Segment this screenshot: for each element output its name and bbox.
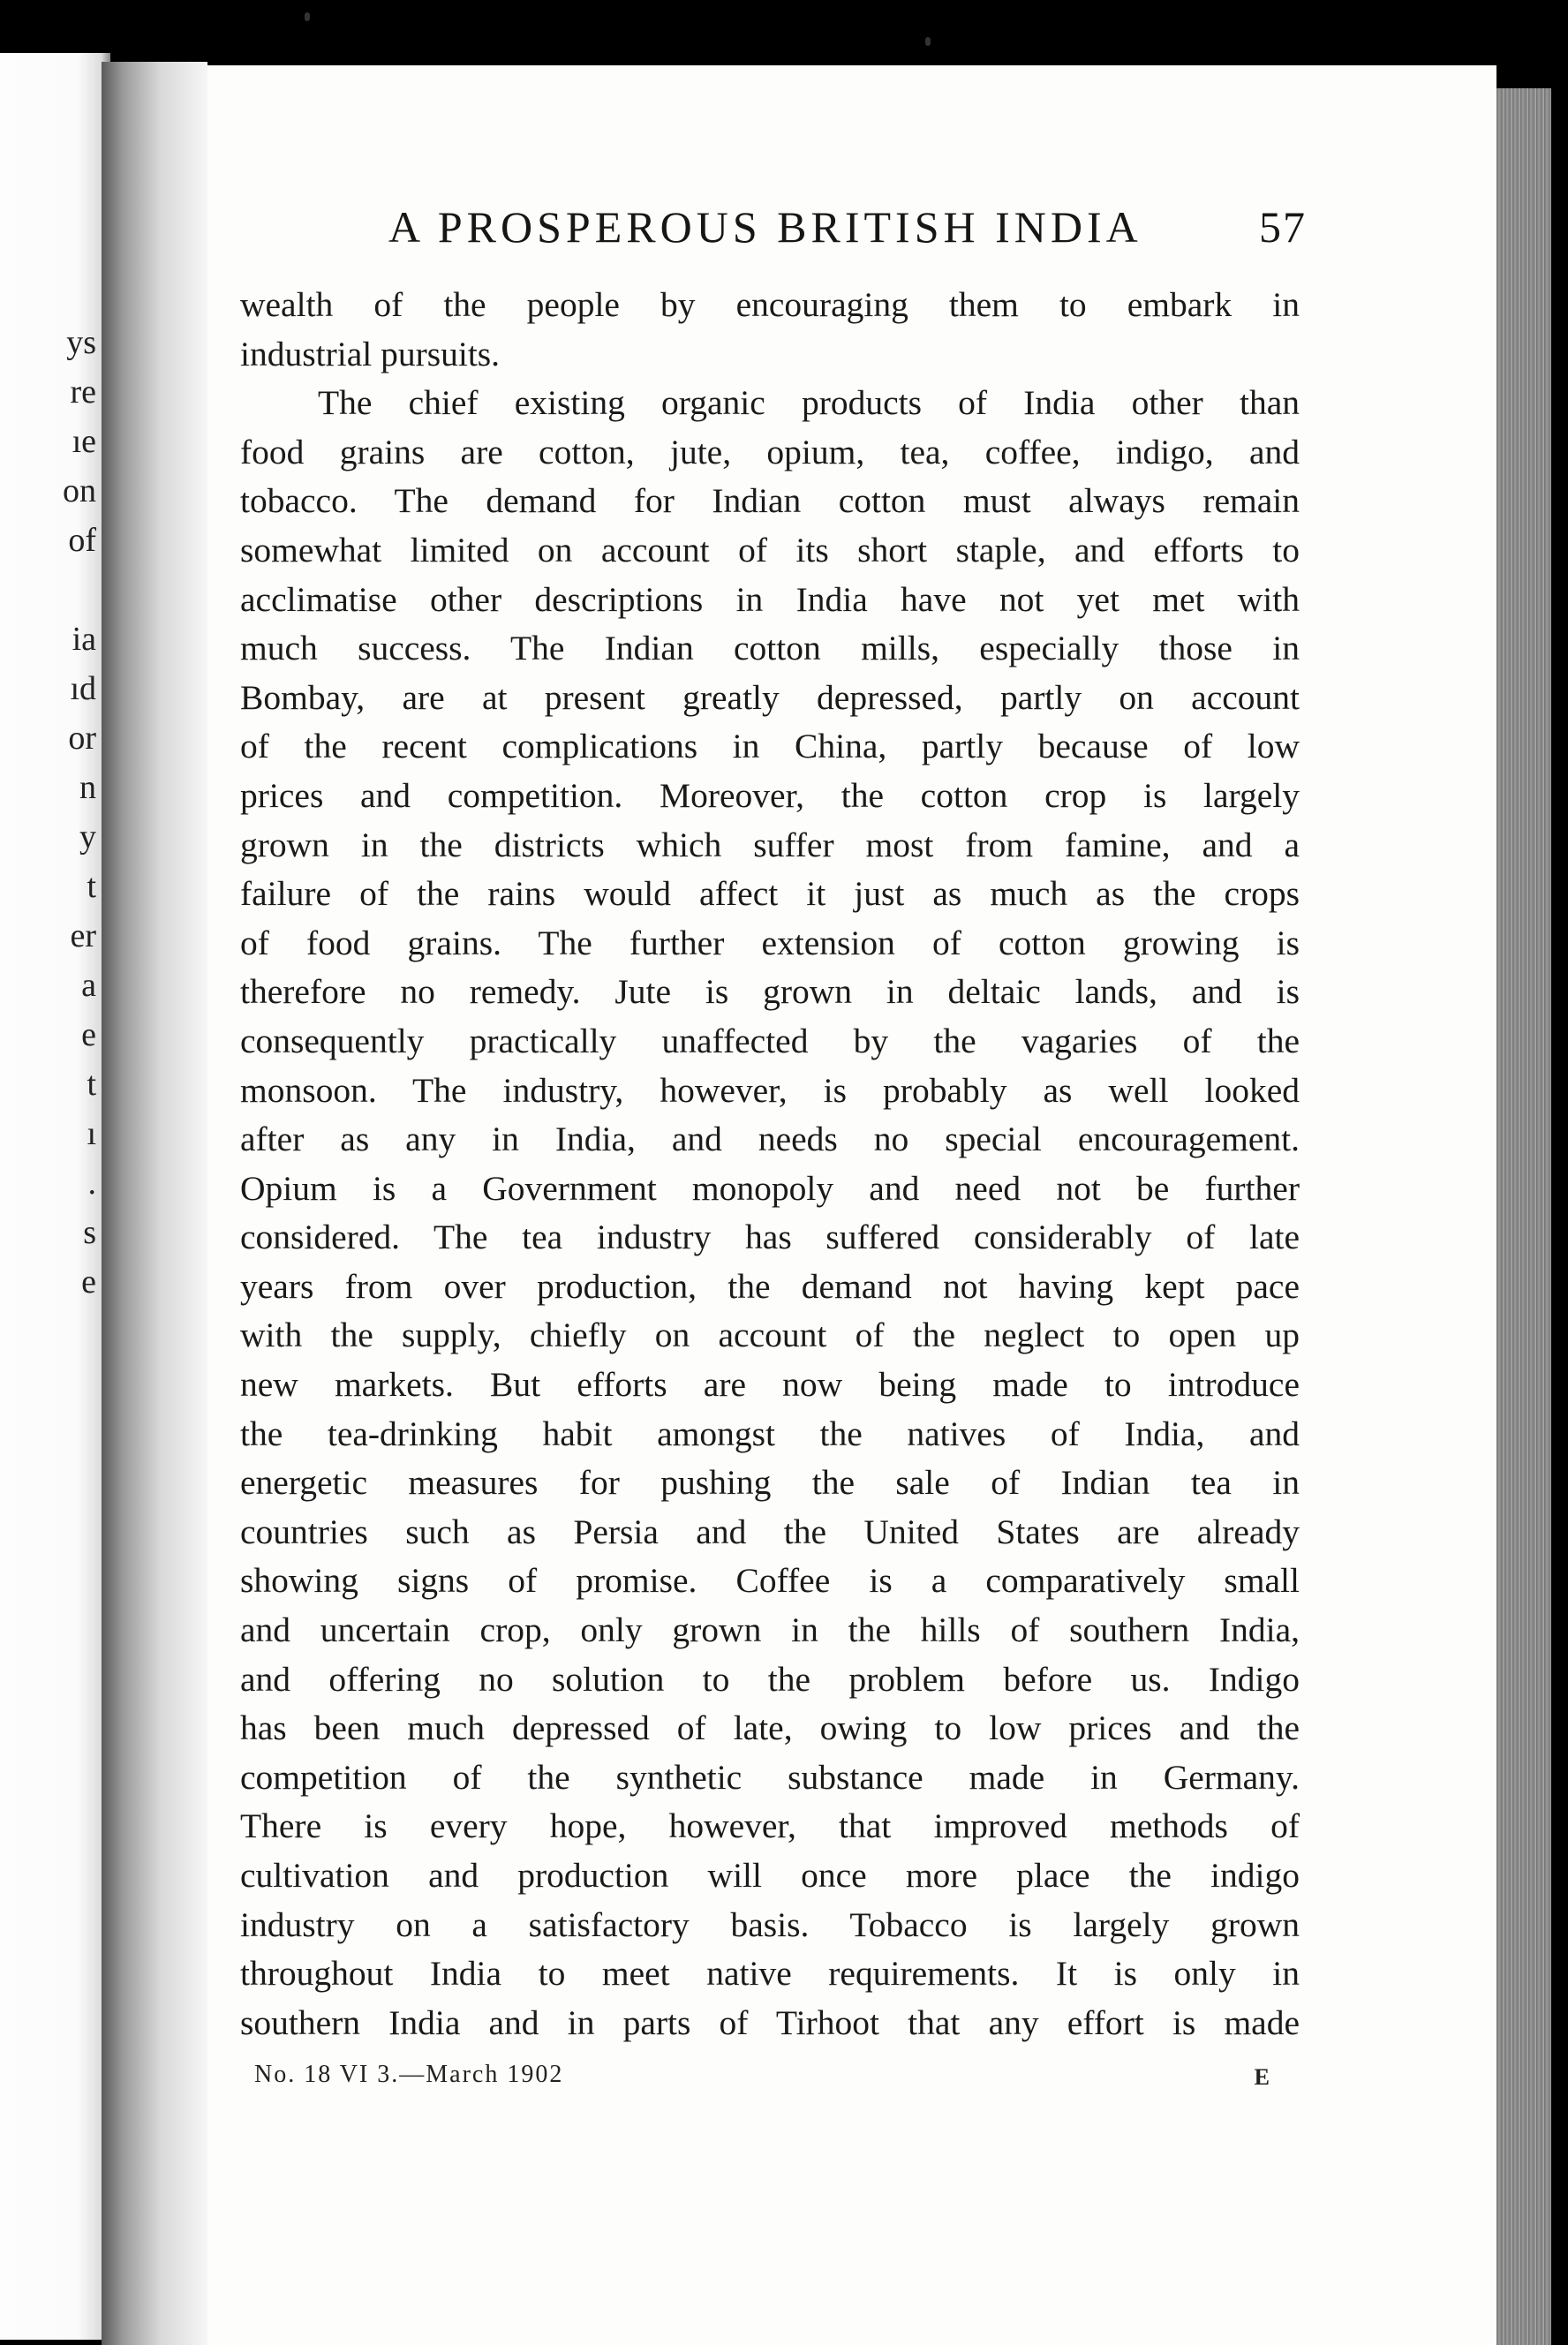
fragment: t	[87, 1066, 96, 1103]
text-line: failure of the rains would affect it just as much as the crops	[240, 874, 1300, 914]
previous-page-text-fragments	[63, 318, 96, 1307]
text-line: therefore no remedy. Jute is grown in deltaic lands, and is	[240, 972, 1300, 1012]
fragment: of	[68, 522, 96, 559]
fragment: a	[81, 967, 96, 1004]
text-line: There is every hope, however, that improved methods of	[240, 1806, 1300, 1846]
fragment: ıd	[70, 670, 96, 707]
text-line: competition of the synthetic substance made in Germany.	[240, 1757, 1300, 1797]
fragment: er	[70, 917, 96, 954]
text-line: southern India and in parts of Tirhoot that any effort is made	[240, 2002, 1300, 2042]
fragment	[63, 565, 96, 615]
page-gutter-shadow	[102, 62, 207, 2345]
fragment: .	[87, 1165, 96, 1202]
text-line: of the recent complications in China, partly because of low	[240, 727, 1300, 766]
text-line: and offering no solution to the problem before us. Indigo	[240, 1659, 1300, 1699]
text-line: showing signs of promise. Coffee is a comparatively small	[240, 1561, 1300, 1601]
text-line: and uncertain crop, only grown in the hills of southern India,	[240, 1610, 1300, 1650]
text-line: considered. The tea industry has suffered considerably of late	[240, 1218, 1300, 1257]
text-line: prices and competition. Moreover, the cotton crop is largely	[240, 775, 1300, 815]
dust-speck	[925, 37, 931, 46]
text-line: Opium is a Government monopoly and need not be further	[240, 1168, 1300, 1208]
text-line: energetic measures for pushing the sale of Indian tea in	[240, 1463, 1300, 1503]
signature-line: No. 18 VI 3.—March 1902	[254, 2061, 564, 2088]
book-page-edges	[1496, 88, 1551, 2345]
text-line: the tea-drinking habit amongst the natives of India, and	[240, 1414, 1300, 1453]
fragment: t	[87, 868, 96, 905]
text-line: grown in the districts which suffer most from famine, and a	[240, 825, 1300, 864]
page-number: 57	[1259, 202, 1307, 252]
running-header	[230, 201, 1324, 263]
text-line: much success. The Indian cotton mills, especially those in	[240, 629, 1300, 668]
text-line: food grains are cotton, jute, opium, tea, coffee, indigo, and	[240, 432, 1300, 471]
text-line: wealth of the people by encouraging them to embark in	[240, 285, 1300, 324]
fragment: ı	[87, 1115, 96, 1152]
text-line: cultivation and production will once more place the indigo	[240, 1856, 1300, 1895]
running-title: A PROSPEROUS BRITISH INDIA	[388, 202, 1142, 252]
text-line: after as any in India, and needs no special encouragement.	[240, 1120, 1300, 1159]
fragment: ia	[72, 621, 96, 658]
fragment: s	[83, 1214, 96, 1251]
text-line: tobacco. The demand for Indian cotton must always remain	[240, 481, 1300, 521]
text-line: industry on a satisfactory basis. Tobacco is largely grown	[240, 1904, 1300, 1944]
text-line: with the supply, chiefly on account of the neglect to open up	[240, 1316, 1300, 1355]
previous-page-edge	[0, 53, 110, 2340]
fragment: e	[81, 1263, 96, 1301]
text-line: The chief existing organic products of India other than	[318, 383, 1300, 423]
fragment: or	[68, 720, 96, 757]
text-line: monsoon. The industry, however, is probably as well looked	[240, 1070, 1300, 1110]
fragment: n	[79, 769, 96, 806]
text-line: Bombay, are at present greatly depressed, partly on account	[240, 677, 1300, 717]
fragment: on	[63, 472, 96, 509]
fragment: ıe	[72, 423, 96, 460]
signature-mark: E	[1254, 2064, 1270, 2090]
fragment: y	[79, 818, 96, 856]
text-line: consequently practically unaffected by the vagaries of the	[240, 1021, 1300, 1060]
fragment: e	[81, 1016, 96, 1053]
text-line: throughout India to meet native requirements. It is only in	[240, 1954, 1300, 1994]
page-footer	[254, 2061, 1270, 2105]
text-line: somewhat limited on account of its short staple, and efforts to	[240, 530, 1300, 569]
fragment: ys	[66, 324, 96, 361]
text-line: acclimatise other descriptions in India have not yet met with	[240, 579, 1300, 619]
text-line: years from over production, the demand not having kept pace	[240, 1266, 1300, 1306]
body-text	[240, 281, 1300, 2047]
text-line: countries such as Persia and the United States are already	[240, 1512, 1300, 1551]
text-line: new markets. But efforts are now being made to introduce	[240, 1365, 1300, 1405]
text-line: has been much depressed of late, owing to low prices and the	[240, 1708, 1300, 1748]
text-line: industrial pursuits.	[240, 334, 501, 373]
fragment: re	[70, 373, 96, 411]
dust-speck	[305, 12, 310, 21]
text-line: of food grains. The further extension of cotton growing is	[240, 923, 1300, 962]
